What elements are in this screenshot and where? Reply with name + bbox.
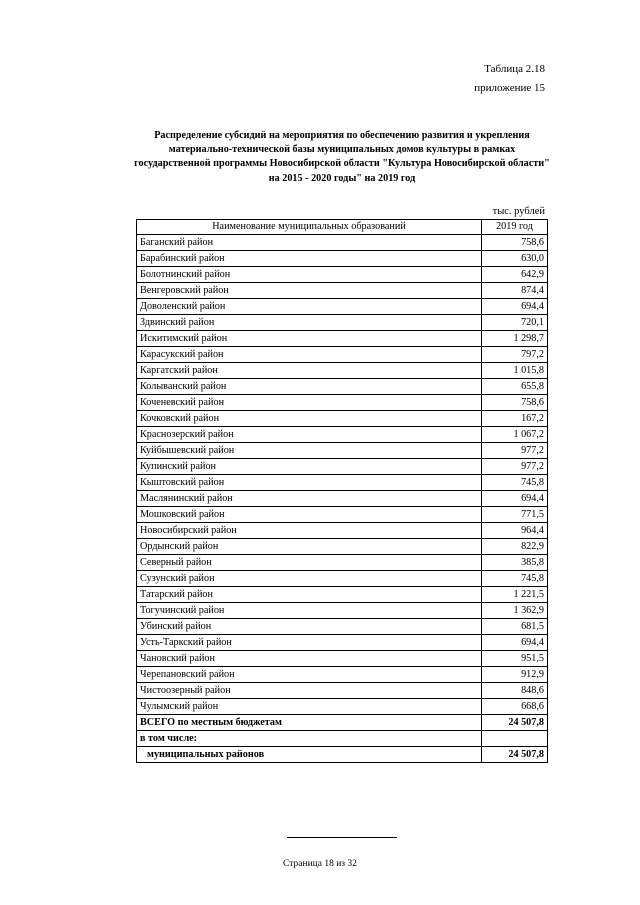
subsidy-value-cell: 964,4 <box>482 523 548 539</box>
table-row <box>137 667 548 683</box>
municipality-name-cell: Купинский район <box>137 459 482 475</box>
table-row <box>137 331 548 347</box>
subsidy-value-cell: 874,4 <box>482 283 548 299</box>
municipality-name-cell: Чистоозерный район <box>137 683 482 699</box>
subsidy-value-cell: 167,2 <box>482 411 548 427</box>
table-row <box>137 347 548 363</box>
municipality-name-cell: Куйбышевский район <box>137 443 482 459</box>
municipality-name-cell: Краснозерский район <box>137 427 482 443</box>
subsidy-value-cell: 977,2 <box>482 459 548 475</box>
municipality-name-cell: Барабинский район <box>137 251 482 267</box>
footer-divider <box>287 837 397 838</box>
municipality-name-cell: Тогучинский район <box>137 603 482 619</box>
table-row <box>137 619 548 635</box>
subsidy-value-cell: 720,1 <box>482 315 548 331</box>
subsidy-value-cell: 822,9 <box>482 539 548 555</box>
table-row <box>137 539 548 555</box>
municipality-name-cell: Мошковский район <box>137 507 482 523</box>
municipality-name-cell: Венгеровский район <box>137 283 482 299</box>
subsidy-value-cell <box>482 731 548 747</box>
municipality-name-cell: Маслянинский район <box>137 491 482 507</box>
table-row <box>137 411 548 427</box>
document-title: Распределение субсидий на мероприятия по обеспечению развития и укрепления материально-технической базы муниципальных домов культуры в рамках государственной программы Новосибирской области "Культура Новосибирской области" на 2015 - 2020 годы" на 2019 год <box>134 130 550 184</box>
municipality-name-cell: Баганский район <box>137 235 482 251</box>
subsidy-value-cell: 758,6 <box>482 395 548 411</box>
municipality-name-cell: Сузунский район <box>137 571 482 587</box>
subsidy-value-cell: 385,8 <box>482 555 548 571</box>
municipality-name-cell: Колыванский район <box>137 379 482 395</box>
subsidy-value-cell: 745,8 <box>482 475 548 491</box>
table-row <box>137 475 548 491</box>
subsidy-value-cell: 694,4 <box>482 299 548 315</box>
subsidy-table <box>136 219 548 763</box>
table-row <box>137 635 548 651</box>
subsidy-value-cell: 758,6 <box>482 235 548 251</box>
subsidy-value-cell: 797,2 <box>482 347 548 363</box>
subsidy-value-cell: 745,8 <box>482 571 548 587</box>
table-row <box>137 315 548 331</box>
subsidy-value-cell: 977,2 <box>482 443 548 459</box>
municipality-name-cell: Усть-Таркский район <box>137 635 482 651</box>
table-row <box>137 699 548 715</box>
table-header-row <box>137 220 548 235</box>
municipality-name-cell: Болотнинский район <box>137 267 482 283</box>
subsidy-value-cell: 1 015,8 <box>482 363 548 379</box>
municipality-name-cell: Каргатский район <box>137 363 482 379</box>
table-row <box>137 443 548 459</box>
subsidy-value-cell: 694,4 <box>482 635 548 651</box>
subsidy-value-cell: 655,8 <box>482 379 548 395</box>
municipality-name-cell: Карасукский район <box>137 347 482 363</box>
column-header-year: 2019 год <box>482 220 548 235</box>
municipality-name-cell: Кочковский район <box>137 411 482 427</box>
municipality-name-cell: Черепановский район <box>137 667 482 683</box>
table-row <box>137 459 548 475</box>
municipality-name-cell: Коченевский район <box>137 395 482 411</box>
subsidy-value-cell: 694,4 <box>482 491 548 507</box>
subsidy-value-cell: 642,9 <box>482 267 548 283</box>
table-row <box>137 379 548 395</box>
municipality-name-cell: Ордынский район <box>137 539 482 555</box>
table-row <box>137 491 548 507</box>
subsidy-value-cell: 1 362,9 <box>482 603 548 619</box>
table-number-label: Таблица 2.18 <box>484 63 545 75</box>
subsidy-value-cell: 1 298,7 <box>482 331 548 347</box>
subsidy-value-cell: 951,5 <box>482 651 548 667</box>
municipality-name-cell: в том числе: <box>137 731 482 747</box>
table-row <box>137 603 548 619</box>
table-row <box>137 715 548 731</box>
subsidy-value-cell: 771,5 <box>482 507 548 523</box>
subsidy-value-cell: 24 507,8 <box>482 715 548 731</box>
municipality-name-cell: Новосибирский район <box>137 523 482 539</box>
municipality-name-cell: Кыштовский район <box>137 475 482 491</box>
municipality-name-cell: Чановский район <box>137 651 482 667</box>
municipality-name-cell: Чулымский район <box>137 699 482 715</box>
table-row <box>137 267 548 283</box>
subsidy-value-cell: 24 507,8 <box>482 747 548 763</box>
subsidy-value-cell: 848,6 <box>482 683 548 699</box>
column-header-name: Наименование муниципальных образований <box>137 220 482 235</box>
municipality-name-cell: Татарский район <box>137 587 482 603</box>
subsidy-value-cell: 668,6 <box>482 699 548 715</box>
table-row <box>137 651 548 667</box>
subsidy-value-cell: 1 221,5 <box>482 587 548 603</box>
table-row <box>137 747 548 763</box>
table-row <box>137 299 548 315</box>
table-row <box>137 363 548 379</box>
table-row <box>137 731 548 747</box>
municipality-name-cell: Доволенский район <box>137 299 482 315</box>
table-row <box>137 235 548 251</box>
unit-label: тыс. рублей <box>492 206 545 217</box>
subsidy-value-cell: 1 067,2 <box>482 427 548 443</box>
municipality-name-cell: Искитимский район <box>137 331 482 347</box>
page-number: Страница 18 из 32 <box>283 859 357 869</box>
appendix-label: приложение 15 <box>474 82 545 94</box>
table-row <box>137 571 548 587</box>
table-row <box>137 427 548 443</box>
table-row <box>137 683 548 699</box>
subsidy-value-cell: 630,0 <box>482 251 548 267</box>
table-row <box>137 251 548 267</box>
municipality-name-cell: ВСЕГО по местным бюджетам <box>137 715 482 731</box>
table-row <box>137 507 548 523</box>
table-row <box>137 587 548 603</box>
table-row <box>137 555 548 571</box>
table-row <box>137 395 548 411</box>
table-row <box>137 283 548 299</box>
subsidy-value-cell: 912,9 <box>482 667 548 683</box>
municipality-name-cell: Здвинский район <box>137 315 482 331</box>
municipality-name-cell: муниципальных районов <box>137 747 482 763</box>
municipality-name-cell: Северный район <box>137 555 482 571</box>
subsidy-value-cell: 681,5 <box>482 619 548 635</box>
municipality-name-cell: Убинский район <box>137 619 482 635</box>
table-row <box>137 523 548 539</box>
